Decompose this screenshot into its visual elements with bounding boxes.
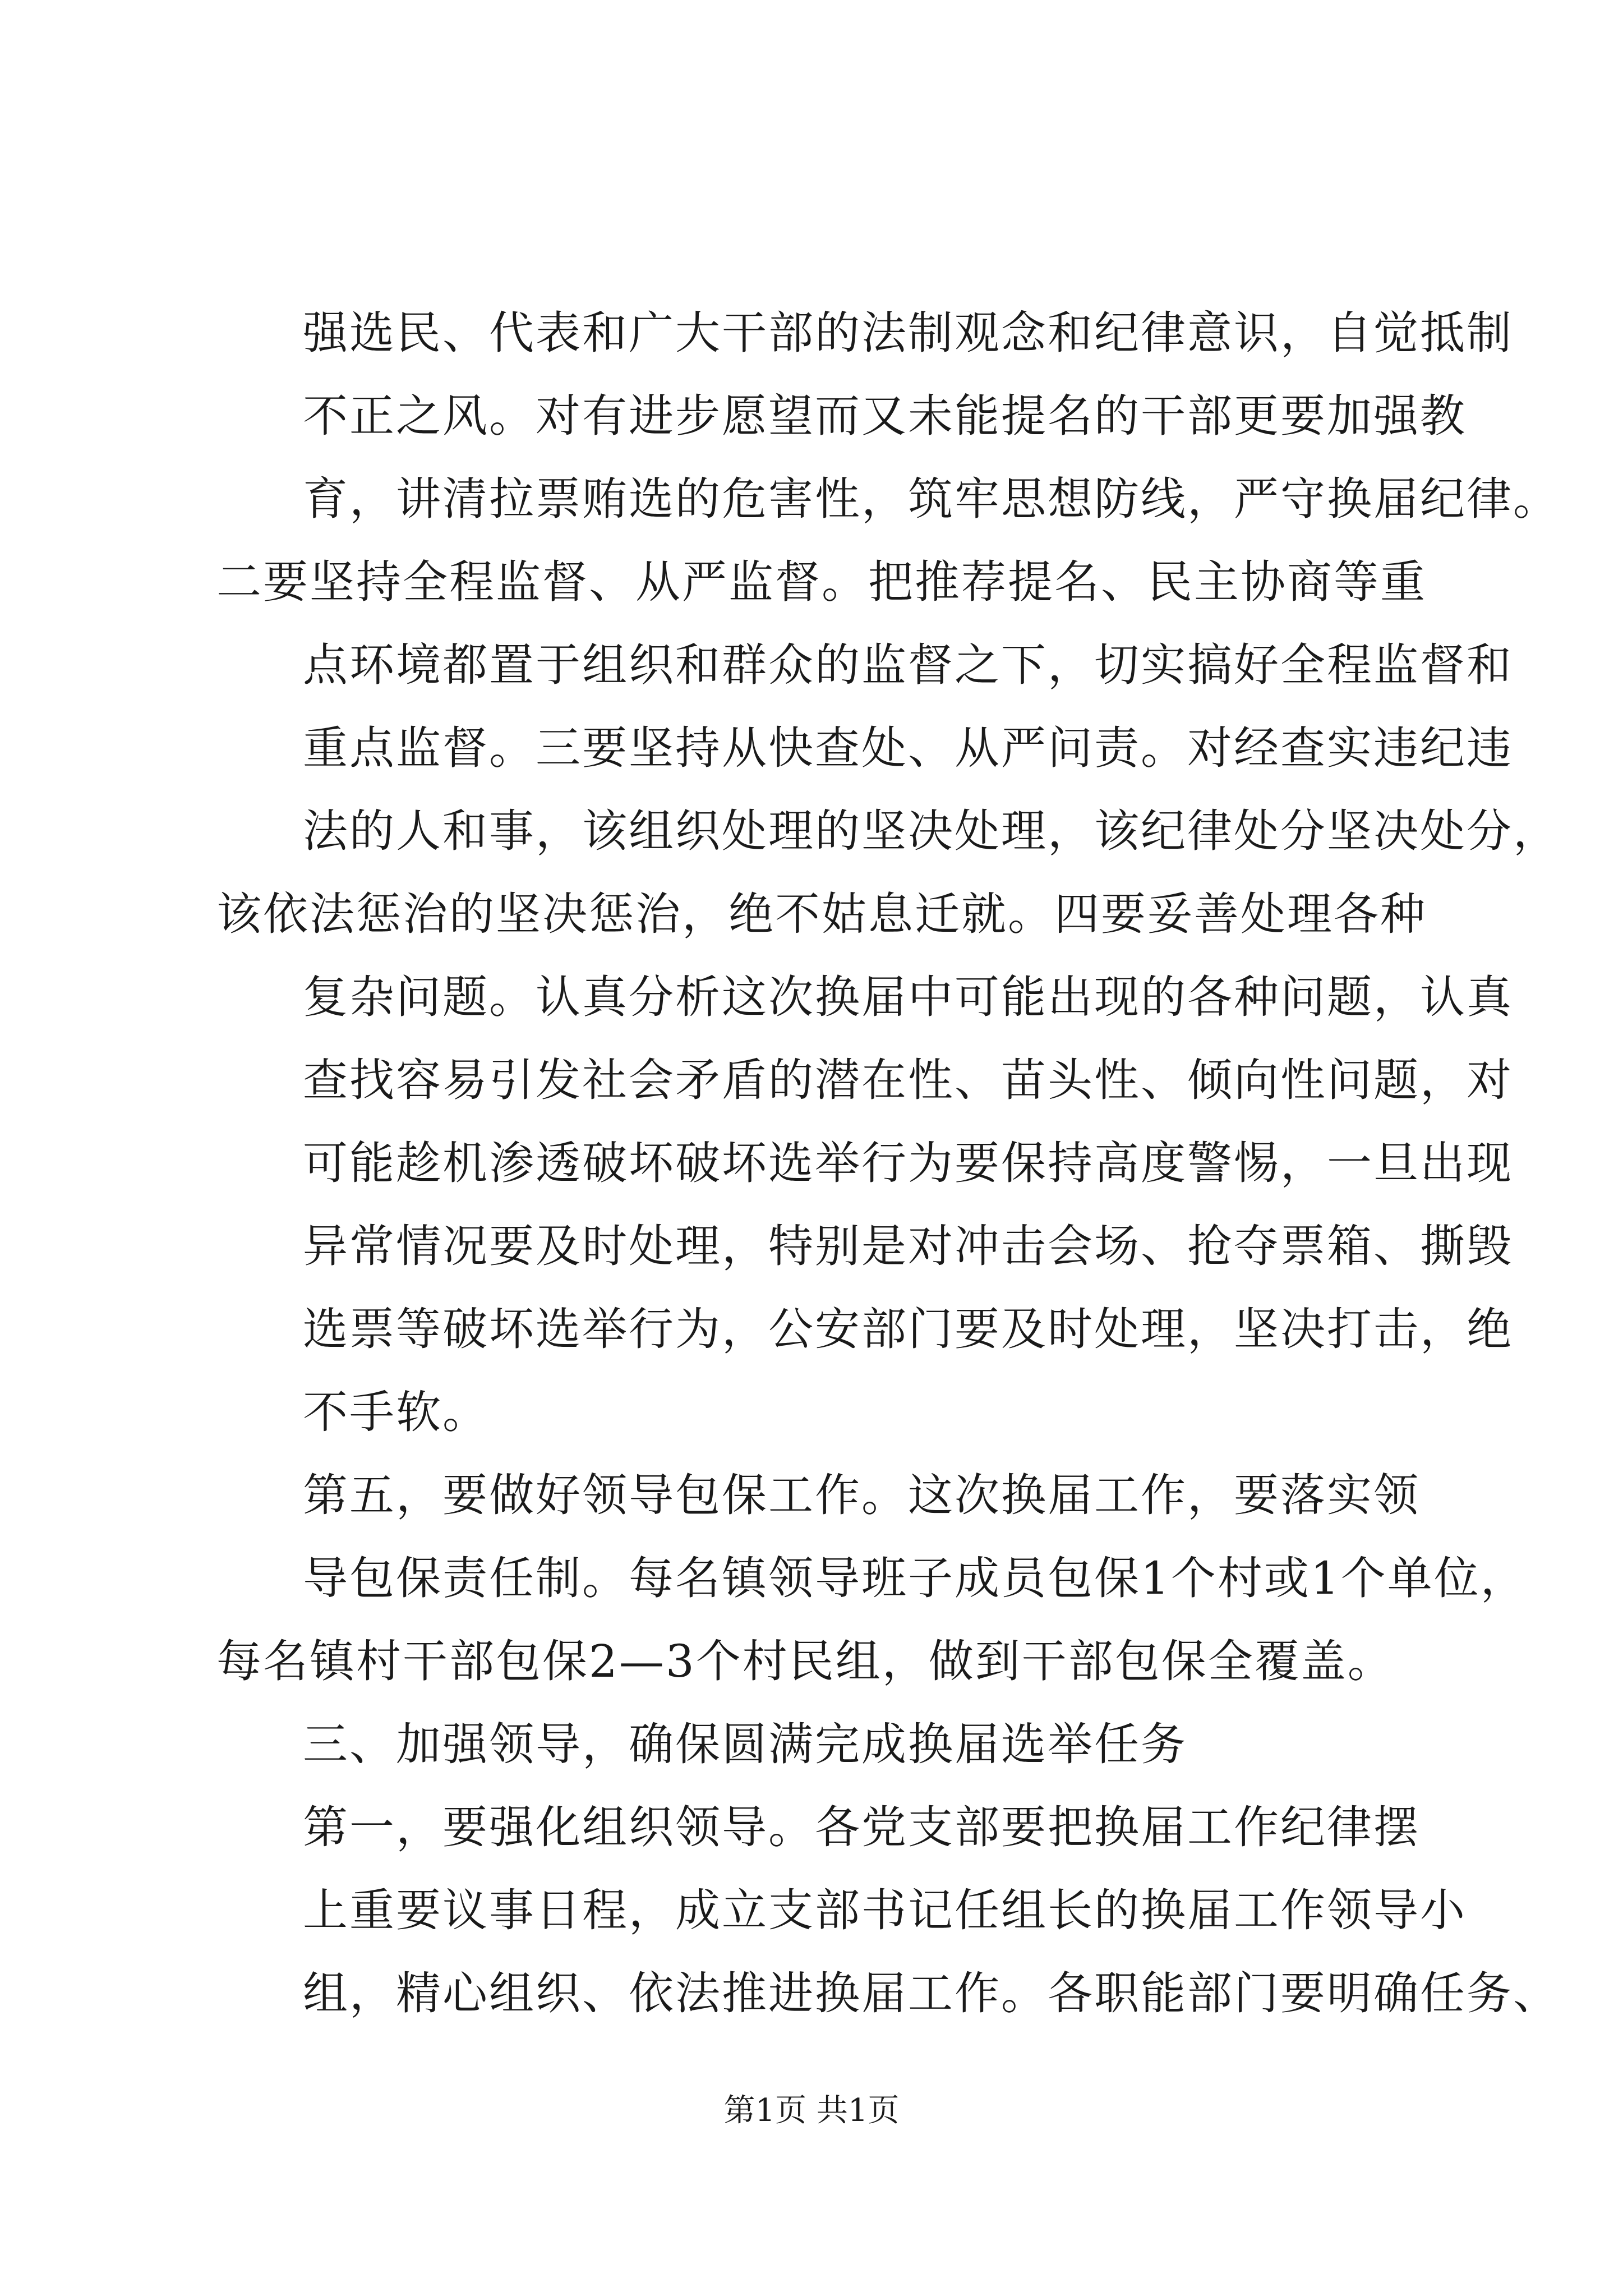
text-line: 重点监督。三要坚持从快查处、从严问责。对经查实违纪违: [303, 722, 1513, 774]
text-line: 不正之风。对有进步愿望而又未能提名的干部更要加强教: [303, 390, 1467, 442]
text-line: 育，讲清拉票贿选的危害性，筑牢思想防线，严守换届纪律。: [303, 473, 1560, 525]
text-line: 该依法惩治的坚决惩治，绝不姑息迁就。四要妥善处理各种: [216, 888, 1427, 940]
text-line: 可能趁机渗透破坏破坏选举行为要保持高度警惕，一旦出现: [303, 1137, 1513, 1189]
text-line: 点环境都置于组织和群众的监督之下，切实搞好全程监督和: [303, 639, 1513, 691]
text-line: 选票等破坏选举行为，公安部门要及时处理，坚决打击，绝: [303, 1303, 1513, 1355]
page-number-footer: 第1页 共1页: [723, 2092, 900, 2129]
text-line: 复杂问题。认真分析这次换届中可能出现的各种问题，认真: [303, 971, 1513, 1023]
text-line: 组，精心组织、依法推进换届工作。各职能部门要明确任务、: [303, 1967, 1560, 2019]
text-line: 上重要议事日程，成立支部书记任组长的换届工作领导小: [303, 1884, 1467, 1936]
text-line: 不手软。: [303, 1386, 489, 1438]
text-line: 二要坚持全程监督、从严监督。把推荐提名、民主协商等重: [216, 556, 1427, 608]
text-line: 每名镇村干部包保2—3个村民组，做到干部包保全覆盖。: [216, 1635, 1394, 1687]
text-line: 导包保责任制。每名镇领导班子成员包保1个村或1个单位，: [303, 1552, 1527, 1604]
text-line: 第一，要强化组织领导。各党支部要把换届工作纪律摆: [303, 1801, 1420, 1853]
text-line: 法的人和事，该组织处理的坚决处理，该纪律处分坚决处分，: [303, 805, 1560, 857]
text-line: 查找容易引发社会矛盾的潜在性、苗头性、倾向性问题，对: [303, 1054, 1513, 1106]
text-line: 强选民、代表和广大干部的法制观念和纪律意识，自觉抵制: [303, 307, 1513, 359]
section-heading: 三、加强领导，确保圆满完成换届选举任务: [303, 1718, 1187, 1770]
section-heading: 第五，要做好领导包保工作。这次换届工作，要落实领: [303, 1469, 1420, 1521]
text-line: 异常情况要及时处理，特别是对冲击会场、抢夺票箱、撕毁: [303, 1220, 1513, 1272]
